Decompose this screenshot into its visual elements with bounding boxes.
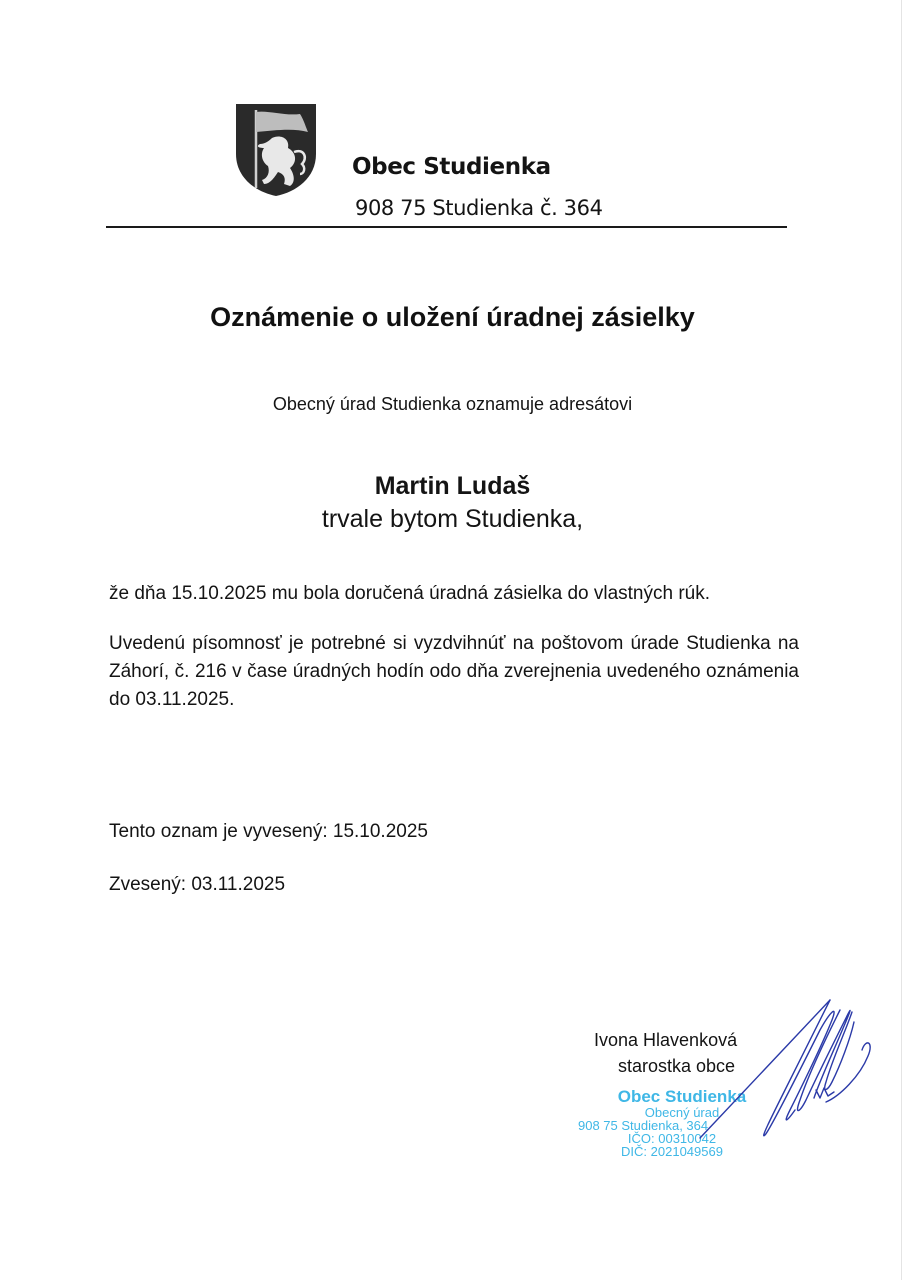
document-title: Oznámenie o uložení úradnej zásielky bbox=[210, 302, 695, 332]
stamp-line-5: DIČ: 2021049569 bbox=[621, 1144, 723, 1159]
page-edge bbox=[901, 0, 902, 1280]
addressee-name: Martin Ludaš bbox=[374, 472, 531, 500]
delivery-paragraph: že dňa 15.10.2025 mu bola doručená úradná zásielka do vlastných rúk. bbox=[109, 583, 711, 604]
header-divider bbox=[106, 226, 787, 228]
stamp-line-4: IČO: 00310042 bbox=[627, 1131, 717, 1146]
organization-name: Obec Studienka bbox=[352, 154, 551, 180]
handwritten-signature bbox=[690, 990, 880, 1150]
stamp-line-2: Obecný úrad bbox=[644, 1105, 720, 1120]
removed-date: Zvesený: 03.11.2025 bbox=[109, 874, 286, 895]
pickup-paragraph: Uvedenú písomnosť je potrebné si vyzdvihnúť na poštovom úrade Studienka na Záhorí, č. 216 v čase úradných hodín odo dňa zverejnenia uvedeného oznámenia do 03.11.2025. bbox=[109, 633, 799, 710]
organization-address: 908 75 Studienka č. 364 bbox=[355, 196, 603, 220]
stamp-line-1: Obec Studienka bbox=[617, 1087, 747, 1106]
signer-name: Ivona Hlavenková bbox=[594, 1030, 738, 1050]
stamp-line-3: 908 75 Studienka, 364 bbox=[578, 1118, 709, 1133]
addressee-address: trvale bytom Studienka, bbox=[321, 505, 584, 533]
coat-of-arms-icon bbox=[234, 102, 318, 198]
signer-role: starostka obce bbox=[618, 1056, 736, 1076]
posted-date: Tento oznam je vyvesený: 15.10.2025 bbox=[109, 821, 428, 842]
intro-text: Obecný úrad Studienka oznamuje adresátovi bbox=[272, 394, 633, 414]
